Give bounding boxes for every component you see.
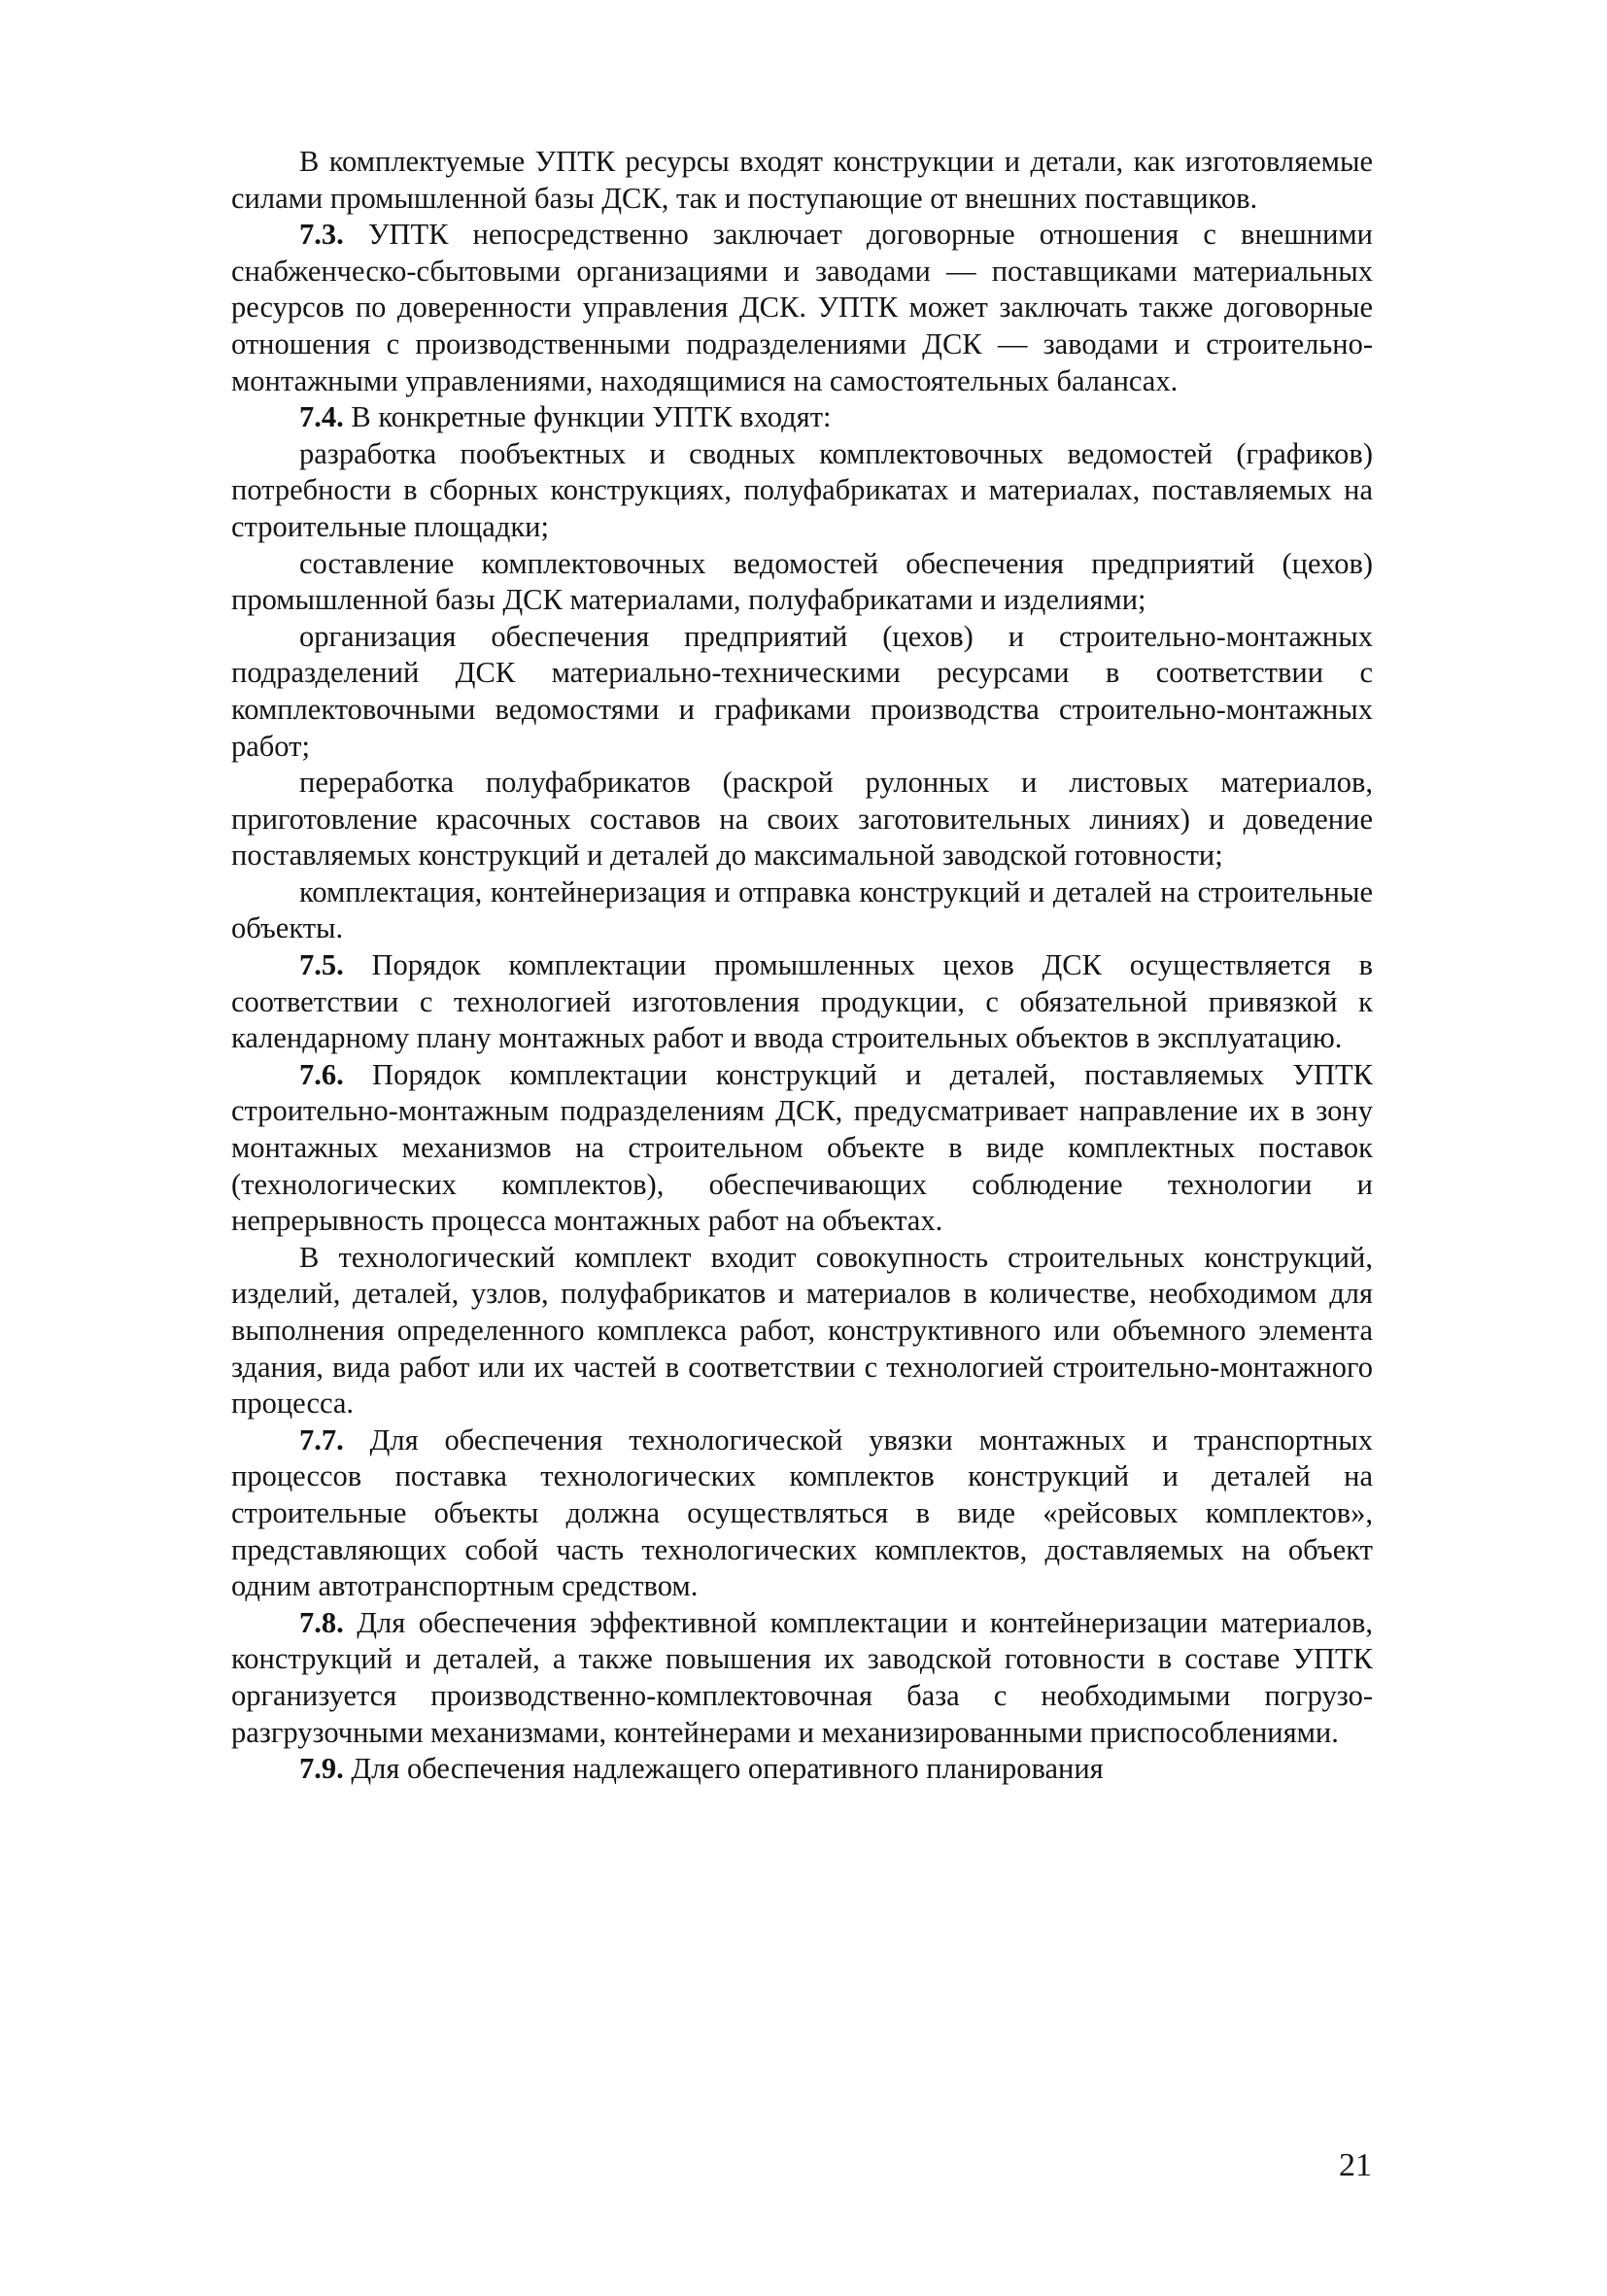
paragraph-text: В комплектуемые УПТК ресурсы входят конструкции и детали, как изготовляемые силами промышленной базы ДСК, так и поступающие от внешних поставщиков. [231,145,1373,215]
paragraph-7-7 [231,1422,1373,1605]
paragraph-text: переработка полуфабрикатов (раскрой рулонных и листовых материалов, приготовление красочных составов на своих заготовительных линиях) и доведение поставляемых конструкций и деталей до максимальной заводской готовности; [231,766,1373,873]
paragraph-7-3 [231,217,1373,399]
section-number: 7.4. [299,400,344,434]
section-number: 7.3. [299,218,344,252]
paragraph-7-8 [231,1605,1373,1751]
paragraph-text: разработка пообъектных и сводных комплектовочных ведомостей (графиков) потребности в сборных конструкциях, полуфабрикатах и материалах, поставляемых на строительные площадки; [231,436,1373,543]
paragraph-7-6 [231,1057,1373,1240]
paragraph-text: Для обеспечения технологической увязки монтажных и транспортных процессов поставка технологических комплектов конструкций и деталей на строительные объекты должна осуществляться в виде «рейсовых комплектов», представляющих собой часть технологических комплектов, доставляемых на объект одним автотранспортным средством. [231,1422,1374,1603]
paragraph-7-9 [231,1751,1373,1788]
document-page-body [231,144,1373,1788]
list-item [231,765,1373,874]
paragraph-text: комплектация, контейнеризация и отправка конструкций и деталей на строительные объекты. [231,874,1373,945]
paragraph-text: Порядок комплектации конструкций и деталей, поставляемых УПТК строительно-монтажным подразделениям ДСК, предусматривает направление их в зону монтажных механизмов на строительном объекте в виде комплектных поставок (технологических комплектов), обеспечивающих соблюдение технологии и непрерывность процесса монтажных работ на объектах. [231,1057,1373,1238]
list-item [231,874,1373,947]
list-item [231,546,1373,619]
section-number: 7.5. [299,948,344,982]
paragraph-text: УПТК непосредственно заключает договорные отношения с внешними снабженческо-сбытовыми организациями и заводами — поставщиками материальных ресурсов по доверенности управления ДСК. УПТК может заключать также договорные отношения с производственными подразделениями ДСК — заводами и строительно-монтажными управлениями, находящимися на самостоятельных балансах. [231,218,1374,397]
paragraph-text: Порядок комплектации промышленных цехов ДСК осуществляется в соответствии с технологией изготовления продукции, с обязательной привязкой к календарному плану монтажных работ и ввода строительных объектов в эксплуатацию. [231,948,1374,1055]
paragraph-7-5 [231,947,1373,1057]
section-number: 7.8. [299,1605,344,1639]
section-number: 7.7. [299,1422,344,1456]
paragraph-text: организация обеспечения предприятий (цехов) и строительно-монтажных подразделений ДСК материально-техническими ресурсами в соответствии с комплектовочными ведомостями и графиками производства строительно-монтажных работ; [231,619,1373,763]
list-item [231,619,1373,765]
paragraph-text: составление комплектовочных ведомостей обеспечения предприятий (цехов) промышленной базы ДСК материалами, полуфабрикатами и изделиями; [231,546,1373,617]
paragraph-text: Для обеспечения надлежащего оперативного планирования [351,1752,1104,1786]
paragraph-text: Для обеспечения эффективной комплектации и контейнеризации материалов, конструкций и деталей, а также повышения их заводской готовности в составе УПТК организуется производственно-комплектовочная база с необходимыми погрузо-разгрузочными механизмами, контейнерами и механизированными приспособлениями. [231,1605,1374,1749]
section-number: 7.9. [299,1752,344,1786]
paragraph-text: В конкретные функции УПТК входят: [351,400,832,434]
list-item [231,436,1373,546]
paragraph [231,1240,1373,1422]
paragraph-text: В технологический комплект входит совокупность строительных конструкций, изделий, деталей, узлов, полуфабрикатов и материалов в количестве, необходимом для выполнения определенного комплекса работ, конструктивного или объемного элемента здания, вида работ или их частей в соответствии с технологией строительно-монтажного процесса. [231,1240,1373,1421]
paragraph-7-4 [231,399,1373,436]
section-number: 7.6. [299,1057,344,1091]
page-number: 21 [1339,2147,1372,2183]
paragraph [231,144,1373,217]
